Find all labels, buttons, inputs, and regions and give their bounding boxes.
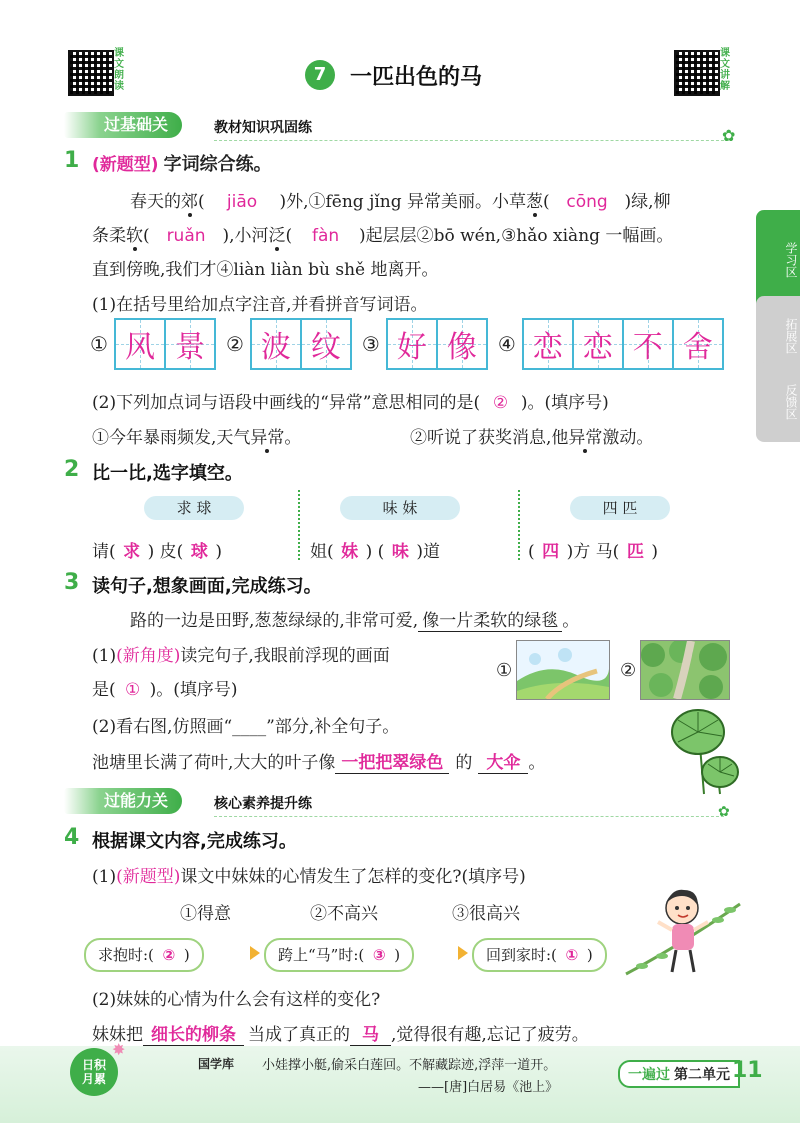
qr-code-right[interactable]	[674, 50, 720, 96]
section-basic-subtitle: 教材知识巩固练	[214, 120, 312, 136]
text: )。(填序号)	[520, 393, 609, 413]
text: )外,①fēng jǐng 异常美丽。小草	[279, 192, 527, 212]
grid-cell[interactable]: 风	[114, 318, 166, 370]
text: 。	[284, 428, 302, 448]
star-icon: ✸	[112, 1040, 126, 1059]
footer-lib-label: 国学库	[198, 1057, 235, 1071]
grid-cell[interactable]: 景	[166, 318, 216, 370]
image-label-2: ②	[620, 660, 637, 681]
answer-pinyin[interactable]: jiāo	[226, 192, 258, 212]
q3-sub1-line2: 是( ① )。(填序号)	[92, 680, 238, 700]
grid-label-1: ①	[90, 332, 108, 356]
side-tab-extend[interactable]: 拓展区	[756, 296, 800, 376]
footer-unit: 第二单元	[674, 1067, 730, 1083]
image-label-1: ①	[496, 660, 513, 681]
text: )起层层②bō wén,③hǎo xiàng 一幅画。	[358, 226, 674, 246]
q2-title: 比一比,选字填空。	[92, 463, 243, 484]
lotus-leaf-illustration	[664, 706, 744, 796]
footer-brand: 一遍过	[628, 1067, 670, 1083]
q1-title: 字词综合练。	[163, 154, 272, 175]
grid-cell[interactable]: 像	[438, 318, 488, 370]
q1-word-grid	[90, 316, 724, 372]
q2-group-1: 求 球	[144, 496, 244, 520]
answer[interactable]: ①	[125, 680, 141, 700]
footer-poem: 小娃撑小艇,偷采白莲回。不解藏踪迹,浮萍一道开。	[262, 1058, 557, 1073]
underlined-phrase: 像一片柔软的绿毯	[418, 611, 562, 632]
answer-pinyin[interactable]: cōng	[566, 192, 608, 212]
forest-scene-image[interactable]	[640, 640, 730, 700]
text: (2)下列加点词与语段中画线的“异常”意思相同的是(	[92, 393, 481, 413]
dotted-char: 葱	[526, 192, 544, 212]
field-scene-image[interactable]	[516, 640, 610, 700]
q4-sub2: (2)妹妹的心情为什么会有这样的变化?	[92, 990, 381, 1010]
answer-pinyin[interactable]: fàn	[311, 226, 340, 246]
forest-scene-svg	[641, 641, 729, 699]
qr-left-label: 课文朗读	[114, 48, 124, 92]
divider	[518, 490, 520, 560]
text: )绿,柳	[624, 192, 671, 212]
arrow-right-icon	[458, 946, 468, 960]
arrow-right-icon	[250, 946, 260, 960]
answer[interactable]: 细长的柳条	[143, 1025, 244, 1046]
q1-para-line1	[130, 187, 671, 212]
q4-answer: 妹妹把 细长的柳条 当成了真正的 马 ,觉得很有趣,忘记了疲劳。	[92, 1025, 589, 1045]
side-tab-feedback[interactable]: 反馈区	[756, 362, 800, 442]
q1-para-line3: 直到傍晚,我们才④liàn liàn bù shě 地离开。	[92, 260, 439, 280]
q4-flow-step-2: 跨上“马”时:( ③ )	[264, 938, 414, 972]
section-band-ability	[64, 788, 214, 814]
grid-label-4: ④	[497, 332, 516, 356]
lesson-number: 7	[313, 64, 327, 85]
grid-cell[interactable]: 好	[386, 318, 438, 370]
text: (	[198, 192, 205, 212]
section-band-basic	[64, 112, 214, 138]
grid-cell[interactable]: 恋	[522, 318, 574, 370]
qr-right-label: 课文讲解	[720, 48, 730, 92]
footer-badge-text: 日积月累	[81, 1058, 106, 1086]
divider	[298, 490, 300, 560]
answer[interactable]: ①	[565, 946, 579, 964]
q1-number: 1	[64, 148, 80, 173]
q4-sub1: (1)(新题型)课文中妹妹的心情发生了怎样的变化?(填序号)	[92, 867, 526, 887]
q4-tag: (新题型)	[116, 867, 181, 887]
q2-number: 2	[64, 457, 80, 482]
answer[interactable]: ②	[162, 946, 176, 964]
text: 条柔	[92, 226, 126, 246]
q4-option-2: ②不高兴	[310, 904, 378, 924]
flower-icon: ✿	[722, 126, 736, 145]
q3-tag: (新角度)	[116, 646, 181, 666]
section-basic-label: 过基础关	[64, 112, 182, 138]
q4-title: 根据课文内容,完成练习。	[92, 831, 297, 852]
side-tab-study[interactable]: 学习区	[756, 210, 800, 310]
flower-icon: ✿	[718, 804, 730, 820]
dotted-word: 异常	[568, 428, 603, 448]
grid-label-3: ③	[361, 332, 380, 356]
grid-cell[interactable]: 舍	[674, 318, 724, 370]
q1-sub1: (1)在括号里给加点字注音,并看拼音写词语。	[92, 295, 428, 315]
q3-sub1-line1: (1)(新角度)读完句子,我眼前浮现的画面	[92, 646, 390, 666]
text: (	[543, 192, 550, 212]
grid-label-2: ②	[225, 332, 244, 356]
q4-flow-step-1: 求抱时:( ② )	[84, 938, 204, 972]
girl-on-willow-illustration	[622, 884, 742, 984]
q3-sentence: 路的一边是田野,葱葱绿绿的,非常可爱, 像一片柔软的绿毯 。	[130, 611, 580, 631]
text: ②听说了获奖消息,他	[410, 428, 569, 448]
answer[interactable]: 球	[190, 542, 208, 562]
grid-cell[interactable]: 纹	[302, 318, 352, 370]
q1-option2	[410, 423, 653, 448]
q2-group-2: 味 妹	[340, 496, 460, 520]
q1-sub2	[92, 388, 609, 413]
q2-group1-fill: 请( 求 ) 皮( 球 )	[92, 537, 222, 562]
section-ability-rule	[214, 816, 724, 817]
grid-cell[interactable]: 不	[624, 318, 674, 370]
answer[interactable]: 马	[350, 1025, 391, 1046]
dotted-char: 郊	[181, 192, 198, 212]
lesson-number-badge	[305, 60, 335, 90]
answer[interactable]: 四	[542, 542, 560, 562]
dotted-char: 泛	[268, 226, 286, 246]
footer-poem-source: ——[唐]白居易《池上》	[418, 1080, 559, 1095]
q3-title: 读句子,想象画面,完成练习。	[92, 576, 322, 597]
answer[interactable]: ②	[492, 393, 509, 413]
section-ability-subtitle: 核心素养提升练	[214, 796, 312, 812]
q1-tag: (新题型)	[92, 155, 159, 175]
q2-group2-fill: 姐( 妹 ) ( 味 )道	[310, 537, 440, 562]
field-scene-svg	[517, 641, 609, 699]
text: 春天的	[130, 192, 181, 212]
text: (	[143, 226, 150, 246]
answer[interactable]: 匹	[626, 542, 644, 562]
q3-number: 3	[64, 570, 80, 595]
q4-flow-step-3: 回到家时:( ① )	[472, 938, 607, 972]
q4-option-1: ①得意	[180, 904, 231, 924]
grid-cell[interactable]: 波	[250, 318, 302, 370]
answer[interactable]: 大伞	[478, 753, 528, 774]
answer[interactable]: 求	[123, 542, 141, 562]
section-ability-label: 过能力关	[64, 788, 182, 814]
answer[interactable]: ③	[372, 946, 386, 964]
text: ①今年暴雨频发,天气	[92, 428, 251, 448]
q1-heading	[92, 150, 272, 176]
answer[interactable]: 味	[391, 542, 409, 562]
footer-brand-box	[618, 1060, 740, 1088]
answer-pinyin[interactable]: ruǎn	[166, 226, 206, 246]
page-title: 一匹出色的马	[350, 65, 483, 90]
grid-cell[interactable]: 恋	[574, 318, 624, 370]
dotted-word: 异常	[250, 428, 285, 448]
text: ),小河	[222, 226, 269, 246]
text: 激动。	[602, 428, 654, 448]
q2-group-3: 四 匹	[570, 496, 670, 520]
section-basic-rule	[214, 140, 729, 141]
page-number: 11	[732, 1058, 763, 1083]
lotus-leaf-icon	[664, 706, 744, 796]
q4-number: 4	[64, 825, 80, 850]
dotted-char: 软	[126, 226, 143, 246]
answer[interactable]: 妹	[341, 542, 359, 562]
answer[interactable]: 一把把翠绿色	[335, 753, 449, 774]
qr-code-left[interactable]	[68, 50, 114, 96]
q1-option1	[92, 423, 301, 448]
text: (	[285, 226, 293, 246]
footer-badge	[70, 1048, 118, 1096]
q1-para-line2	[92, 221, 673, 246]
q3-fill: 池塘里长满了荷叶,大大的叶子像 一把把翠绿色 的 大伞 。	[92, 753, 546, 773]
q2-group3-fill: ( 四 )方 马( 匹 )	[528, 537, 658, 562]
q3-sub2: (2)看右图,仿照画“____”部分,补全句子。	[92, 717, 400, 737]
girl-icon	[622, 884, 742, 984]
q4-option-3: ③很高兴	[452, 904, 520, 924]
